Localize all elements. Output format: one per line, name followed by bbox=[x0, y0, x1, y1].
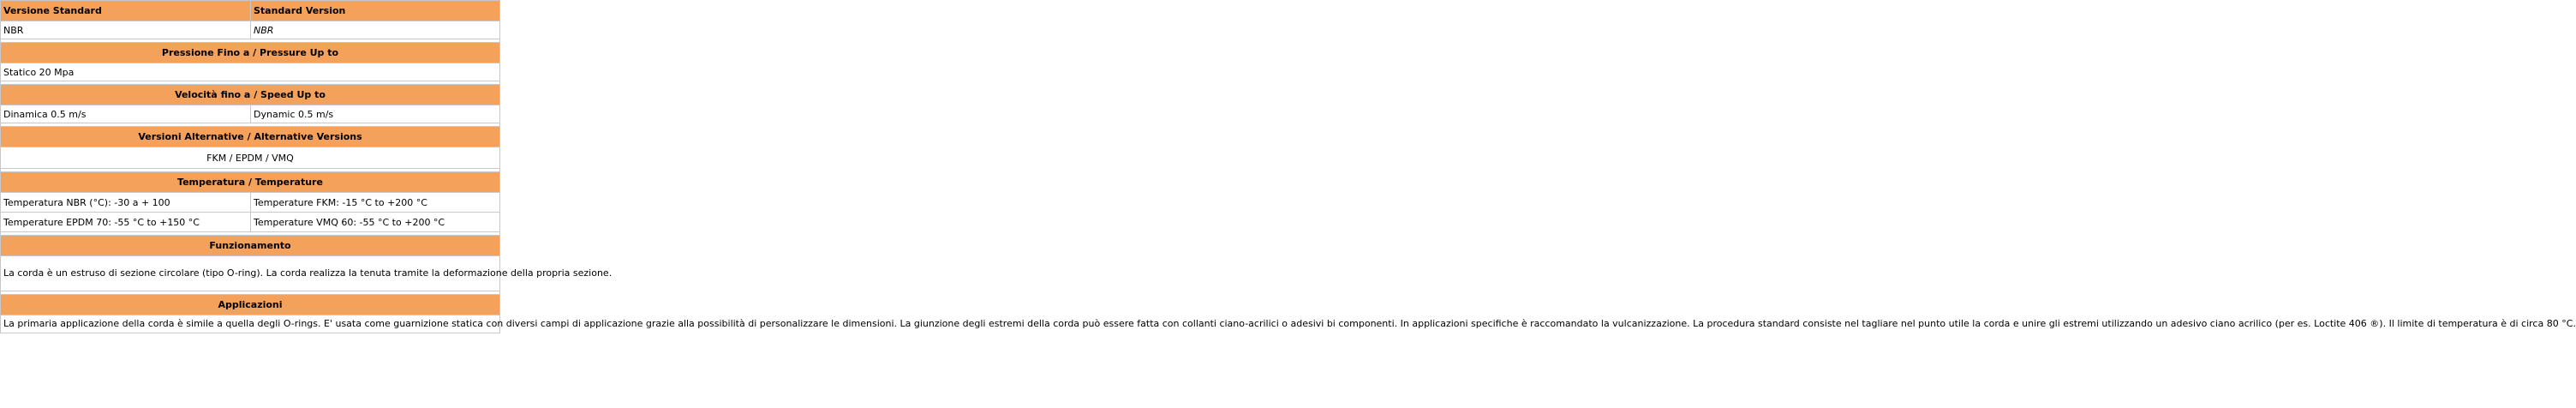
temperature-header-row bbox=[1, 172, 500, 193]
pressure-header-row bbox=[1, 43, 500, 63]
temperature-vmq: Temperature VMQ 60: -55 °C to +200 °C bbox=[251, 213, 500, 232]
speed-value-en: Dynamic 0.5 m/s bbox=[251, 105, 500, 123]
temperature-fkm: Temperature FKM: -15 °C to +200 °C bbox=[251, 193, 500, 213]
speed-header-row bbox=[1, 85, 500, 105]
temperature-nbr: Temperatura NBR (°C): -30 a + 100 bbox=[1, 193, 251, 213]
temperature-header: Temperatura / Temperature bbox=[1, 172, 500, 193]
pressure-value-row bbox=[1, 63, 500, 81]
temperature-epdm: Temperature EPDM 70: -55 °C to +150 °C bbox=[1, 213, 251, 232]
standard-material-it: NBR bbox=[1, 21, 251, 39]
temperature-row-1 bbox=[1, 193, 500, 213]
function-header-row bbox=[1, 236, 500, 256]
speed-header: Velocità fino a / Speed Up to bbox=[1, 85, 500, 105]
alt-versions-value-row bbox=[1, 147, 500, 169]
alt-versions-header-row bbox=[1, 127, 500, 147]
alt-versions-value: FKM / EPDM / VMQ bbox=[1, 147, 500, 169]
speed-value-it: Dinamica 0.5 m/s bbox=[1, 105, 251, 123]
standard-version-en-header: Standard Version bbox=[251, 1, 500, 21]
speed-value-row bbox=[1, 105, 500, 123]
alt-versions-header: Versioni Alternative / Alternative Versions bbox=[1, 127, 500, 147]
pressure-header: Pressione Fino a / Pressure Up to bbox=[1, 43, 500, 63]
applications-text-row bbox=[1, 315, 500, 333]
standard-version-header-row bbox=[1, 1, 500, 21]
standard-material-en: NBR bbox=[251, 21, 500, 39]
standard-material-row bbox=[1, 21, 500, 39]
applications-text: La primaria applicazione della corda è simile a quella degli O-rings. E' usata come guarnizione statica con diversi campi di applicazione grazie alla possibilità di personalizzare le dimensioni. La giunzione degli estremi della corda può essere fatta con collanti ciano-acrilici o adesivi bi componenti. In applicazioni specifiche è raccomandato la vulcanizzazione. La procedura standard consiste nel tagliare nel punto utile la corda e unire gli estremi utilizzando un adesivo ciano acrilico (per es. Loctite 406 ®). Il limite di temperatura è di circa 80 °C. bbox=[1, 315, 500, 333]
applications-header-row bbox=[1, 295, 500, 315]
applications-header: Applicazioni bbox=[1, 295, 500, 315]
pressure-value: Statico 20 Mpa bbox=[1, 63, 500, 81]
temperature-row-2 bbox=[1, 213, 500, 232]
function-header: Funzionamento bbox=[1, 236, 500, 256]
standard-version-it-header: Versione Standard bbox=[1, 1, 251, 21]
function-text-row bbox=[1, 256, 500, 291]
function-text: La corda è un estruso di sezione circolare (tipo O-ring). La corda realizza la tenuta tramite la deformazione della propria sezione. bbox=[1, 256, 500, 291]
